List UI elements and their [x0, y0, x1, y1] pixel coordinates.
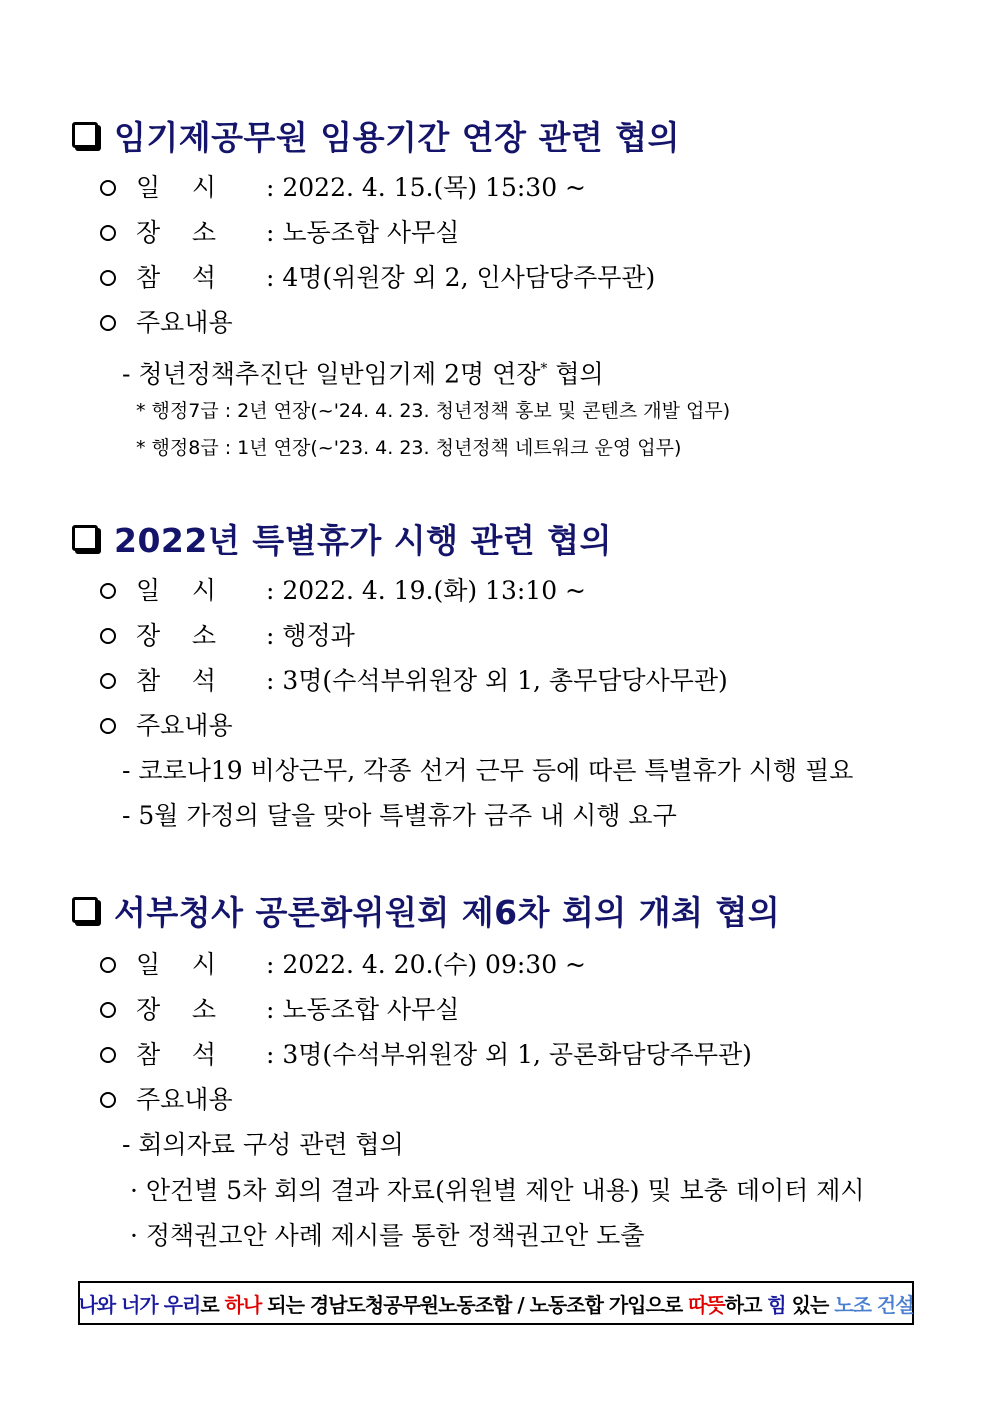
- section-3-item-1: - 회의자료 구성 관련 협의: [122, 1130, 404, 1159]
- checkbox-icon: [72, 897, 98, 923]
- place-value: : 행정과: [266, 621, 355, 650]
- place-label: 장 소: [136, 995, 217, 1024]
- circle-bullet-icon: [100, 180, 116, 196]
- checkbox-icon: [72, 525, 98, 551]
- section-1-attend-row: [100, 263, 655, 293]
- slogan-part: 있는: [785, 1292, 835, 1317]
- attend-label: 참 석: [136, 263, 217, 292]
- section-3-heading: [72, 890, 780, 930]
- date-label: 일 시: [136, 950, 217, 979]
- slogan-part: 되는 경남도청공무원노동조합 / 노동조합 가입으로: [261, 1292, 689, 1317]
- section-1-place-row: [100, 218, 459, 248]
- section-2-item-1: - 코로나19 비상근무, 각종 선거 근무 등에 따른 특별휴가 시행 필요: [122, 756, 854, 785]
- attend-label: 참 석: [136, 666, 217, 695]
- circle-bullet-icon: [100, 583, 116, 599]
- section-3-date-row: [100, 950, 586, 980]
- attend-value: : 3명(수석부위원장 외 1, 공론화담당주무관): [266, 1040, 752, 1069]
- circle-bullet-icon: [100, 718, 116, 734]
- section-1-title: 임기제공무원 임용기간 연장 관련 협의: [114, 117, 681, 157]
- place-value: : 노동조합 사무실: [266, 995, 460, 1024]
- circle-bullet-icon: [100, 673, 116, 689]
- attend-label: 참 석: [136, 1040, 217, 1069]
- section-1-note-1: * 행정7급 : 2년 연장(~'24. 4. 23. 청년정책 홍보 및 콘텐츠 개발 업무): [136, 400, 731, 422]
- section-2-content-row: [100, 711, 233, 741]
- section-3-bullet-1: · 안건별 5차 회의 결과 자료(위원별 제안 내용) 및 보충 데이터 제시: [130, 1176, 865, 1205]
- section-3-content-row: [100, 1085, 233, 1115]
- place-label: 장 소: [136, 218, 217, 247]
- content-label: 주요내용: [136, 308, 233, 337]
- slogan-part: 하나: [224, 1292, 262, 1317]
- circle-bullet-icon: [100, 1002, 116, 1018]
- section-1-item-1: [122, 354, 604, 389]
- item-text: - 청년정책추진단 일반임기제 2명 연장: [122, 359, 541, 389]
- content-label: 주요내용: [136, 1085, 233, 1114]
- date-value: : 2022. 4. 20.(수) 09:30 ~: [266, 950, 586, 979]
- slogan-part: 나와 너가 우리: [78, 1292, 201, 1317]
- slogan-part: 노조 건설: [834, 1292, 914, 1317]
- section-2-item-2: - 5월 가정의 달을 맞아 특별휴가 금주 내 시행 요구: [122, 801, 677, 830]
- circle-bullet-icon: [100, 1092, 116, 1108]
- date-label: 일 시: [136, 576, 217, 605]
- slogan-part: 하고: [724, 1292, 768, 1317]
- slogan-part: 힘: [767, 1292, 786, 1317]
- section-1-content-row: [100, 308, 233, 338]
- footnote-mark: *: [540, 361, 548, 377]
- circle-bullet-icon: [100, 270, 116, 286]
- slogan-part: 로: [200, 1292, 225, 1317]
- circle-bullet-icon: [100, 628, 116, 644]
- circle-bullet-icon: [100, 315, 116, 331]
- attend-value: : 3명(수석부위원장 외 1, 총무담당사무관): [266, 666, 728, 695]
- place-value: : 노동조합 사무실: [266, 218, 460, 247]
- section-3-attend-row: [100, 1040, 752, 1070]
- section-2-title: 2022년 특별휴가 시행 관련 협의: [114, 520, 612, 560]
- content-label: 주요내용: [136, 711, 233, 740]
- date-value: : 2022. 4. 15.(목) 15:30 ~: [266, 173, 586, 202]
- section-1-note-2: * 행정8급 : 1년 연장(~'23. 4. 23. 청년정책 네트워크 운영 업무): [136, 437, 682, 459]
- circle-bullet-icon: [100, 957, 116, 973]
- section-3-title: 서부청사 공론화위원회 제6차 회의 개최 협의: [114, 892, 781, 932]
- item-tail: 협의: [547, 359, 604, 389]
- checkbox-icon: [72, 122, 98, 148]
- footer-slogan: [78, 1281, 914, 1325]
- section-2-attend-row: [100, 666, 728, 696]
- circle-bullet-icon: [100, 225, 116, 241]
- section-3-place-row: [100, 995, 459, 1025]
- section-2-place-row: [100, 621, 355, 651]
- date-label: 일 시: [136, 173, 217, 202]
- slogan-part: 따뜻: [688, 1292, 725, 1317]
- section-1-date-row: [100, 173, 586, 203]
- attend-value: : 4명(위원장 외 2, 인사담당주무관): [266, 263, 656, 292]
- section-2-heading: [72, 518, 612, 558]
- circle-bullet-icon: [100, 1047, 116, 1063]
- section-1-heading: [72, 115, 680, 155]
- section-3-bullet-2: · 정책권고안 사례 제시를 통한 정책권고안 도출: [130, 1221, 645, 1250]
- date-value: : 2022. 4. 19.(화) 13:10 ~: [266, 576, 586, 605]
- section-2-date-row: [100, 576, 586, 606]
- place-label: 장 소: [136, 621, 217, 650]
